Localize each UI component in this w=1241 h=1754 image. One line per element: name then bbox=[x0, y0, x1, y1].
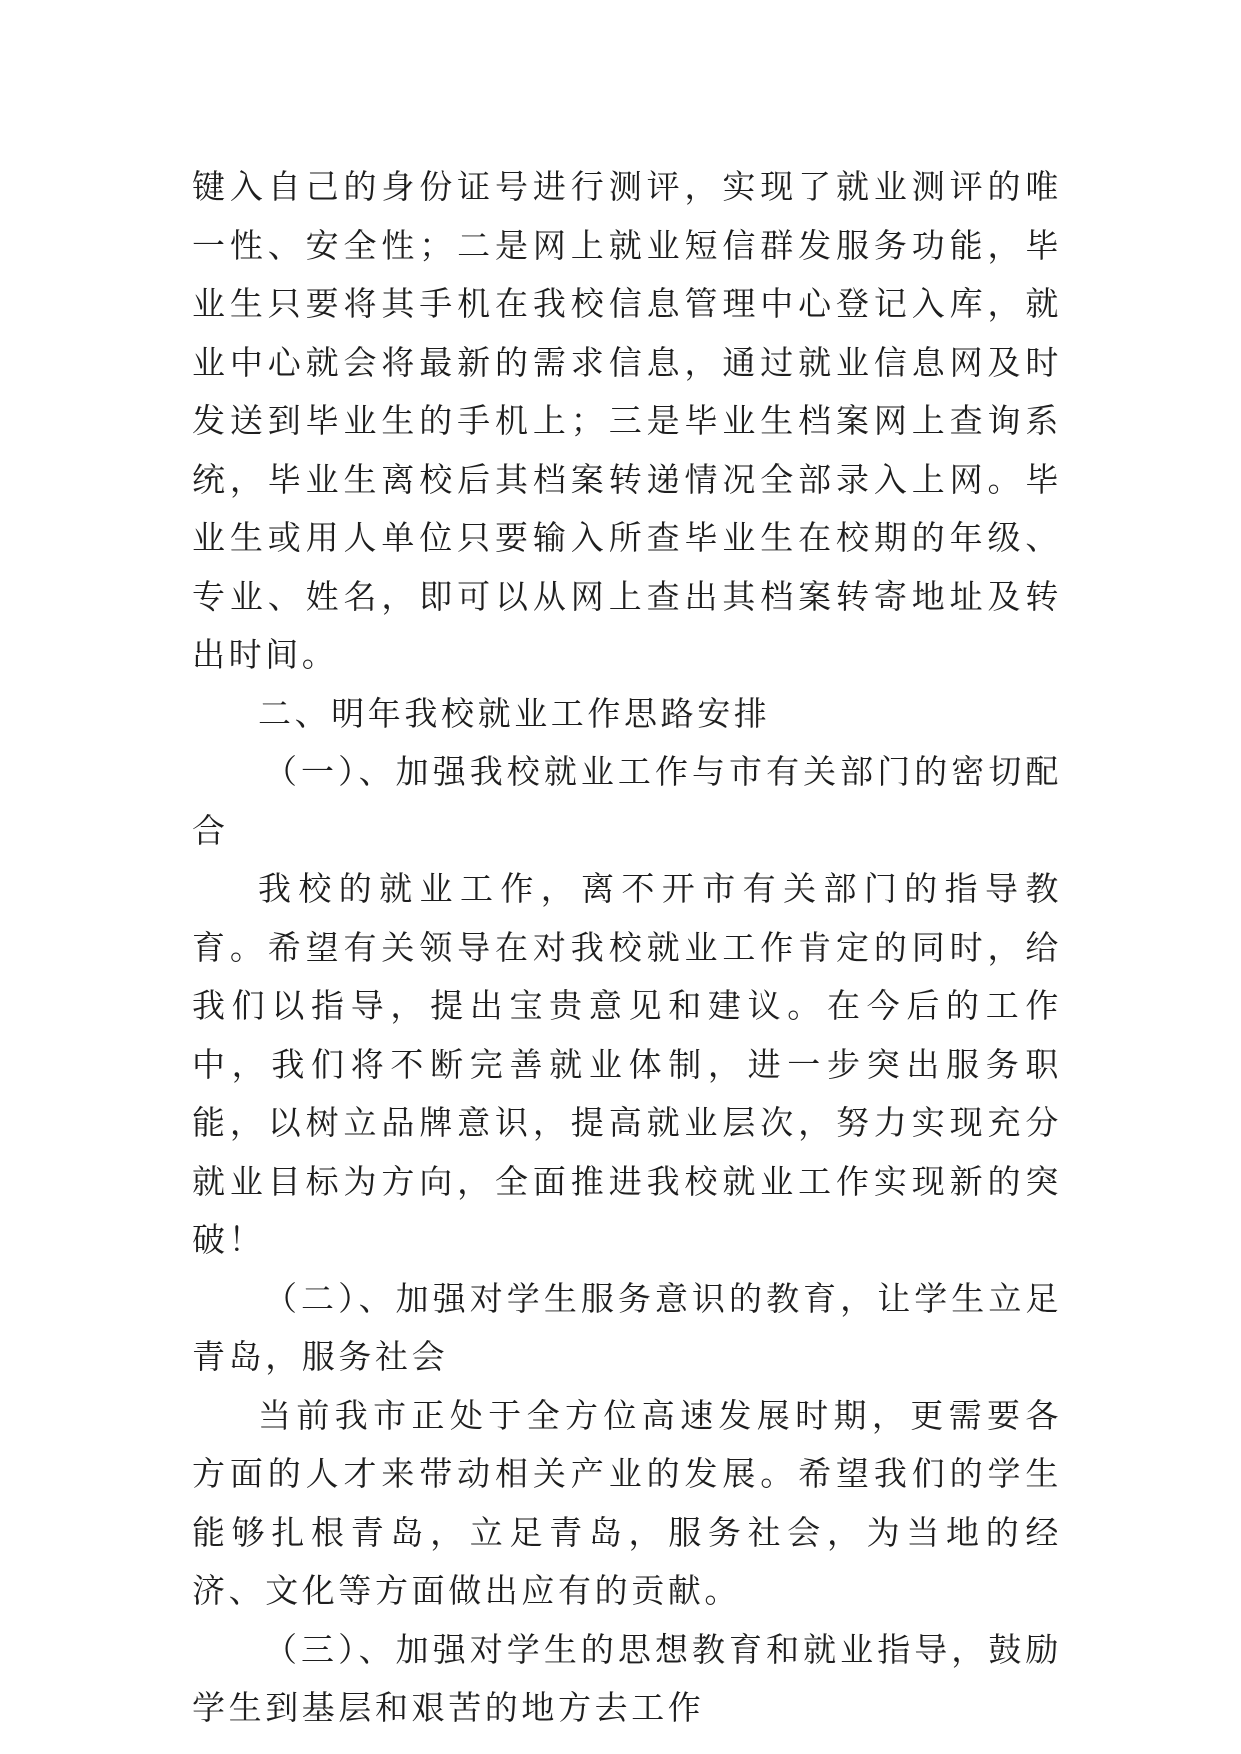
section-heading-2: 二、明年我校就业工作思路安排 bbox=[258, 693, 771, 733]
subsection-heading-2: （二）、加强对学生服务意识的教育，让学生立足青岛，服务社会 bbox=[192, 1278, 1062, 1376]
subsection-heading-1: （一）、加强我校就业工作与市有关部门的密切配合 bbox=[192, 752, 1062, 850]
paragraph-subsection-2: 当前我市正处于全方位高速发展时期，更需要各方面的人才来带动相关产业的发展。希望我们的学生能够扎根青岛，立足青岛，服务社会，为当地的经济、文化等方面做出应有的贡献。 bbox=[192, 1395, 1062, 1610]
paragraph-continued: 键入自己的身份证号进行测评，实现了就业测评的唯一性、安全性；二是网上就业短信群发服务功能，毕业生只要将其手机在我校信息管理中心登记入库，就业中心就会将最新的需求信息，通过就业信息网及时发送到毕业生的手机上；三是毕业生档案网上查询系统，毕业生离校后其档案转递情况全部录入上网。毕业生或用人单位只要输入所查毕业生在校期的年级、专业、姓名，即可以从网上查出其档案转寄地址及转出时间。 bbox=[192, 167, 1062, 674]
paragraph-subsection-1: 我校的就业工作，离不开市有关部门的指导教育。希望有关领导在对我校就业工作肯定的同时，给我们以指导，提出宝贵意见和建议。在今后的工作中，我们将不断完善就业体制，进一步突出服务职能，以树立品牌意识，提高就业层次，努力实现充分就业目标为方向，全面推进我校就业工作实现新的突破！ bbox=[192, 869, 1062, 1259]
subsection-heading-3: （三）、加强对学生的思想教育和就业指导，鼓励学生到基层和艰苦的地方去工作 bbox=[192, 1629, 1062, 1727]
document-body bbox=[192, 158, 1062, 1738]
